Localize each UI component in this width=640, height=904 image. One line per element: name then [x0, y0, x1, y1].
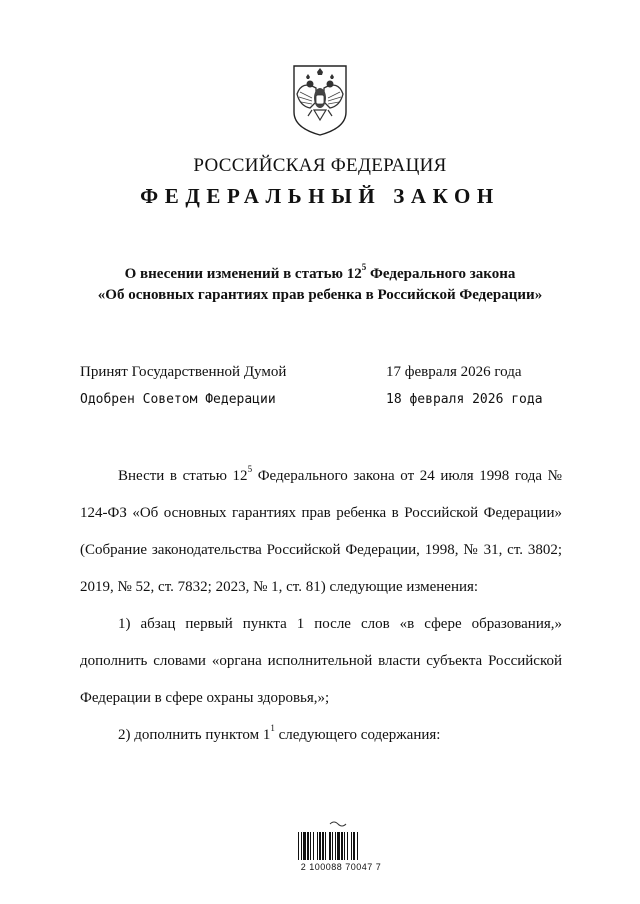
coat-of-arms-icon	[288, 62, 352, 138]
item-2-text: 2) дополнить пунктом 1	[118, 727, 271, 743]
barcode-digits: 2 100088 70047 7	[300, 862, 382, 872]
duma-adoption-date: 17 февраля 2026 года	[386, 364, 522, 380]
barcode-bar	[313, 832, 314, 860]
barcode-bar	[325, 832, 326, 860]
item-2-paragraph	[80, 717, 562, 754]
article-superscript: 5	[361, 262, 367, 272]
barcode-bar	[344, 832, 345, 860]
barcode-bar	[301, 832, 302, 860]
law-title-line-1	[0, 264, 640, 285]
item-2-text-end: следующего содержания:	[274, 727, 441, 743]
law-title-text: О внесении изменений в статью 12	[124, 266, 362, 282]
law-title-line-2: «Об основных гарантиях прав ребенка в Российской Федерации»	[97, 287, 543, 303]
duma-adoption-label: Принят Государственной Думой	[80, 364, 287, 380]
barcode-bar	[332, 832, 333, 860]
barcode-bar	[337, 832, 340, 860]
barcode-bar	[353, 832, 355, 860]
barcode-bar	[351, 832, 352, 860]
barcode-bar	[310, 832, 311, 860]
council-approval-label: Одобрен Советом Федерации	[80, 392, 276, 407]
intro-paragraph	[80, 458, 562, 606]
barcode-bar	[298, 832, 299, 860]
barcode-bar	[319, 832, 321, 860]
barcode-bar	[317, 832, 318, 860]
barcode-bar	[341, 832, 343, 860]
intro-text-rest: Федерального закона от 24 июля 1998 года № 124-ФЗ «Об основных гарантиях прав ребенка в Российской Федерации» (Собрание законодательства Российской Федерации, 1998, № 31, ст. 3802; 2019, № 52, ст. 7832; 2023, № 1, ст. 81) следующие изменения:	[80, 468, 562, 595]
council-approval-date: 18 февраля 2026 года	[386, 392, 543, 407]
item-2-superscript: 1	[270, 723, 275, 733]
intro-superscript: 5	[247, 464, 253, 474]
body-text	[80, 458, 562, 754]
intro-text: Внести в статью 12	[118, 468, 248, 484]
item-1-paragraph: 1) абзац первый пункта 1 после слов «в сфере образования,» дополнить словами «органа исполнительной власти субъекта Российской Федерации в сфере охраны здоровья,»;	[80, 616, 562, 706]
country-name: РОССИЙСКАЯ ФЕДЕРАЦИЯ	[193, 155, 447, 176]
barcode-bar	[357, 832, 358, 860]
signature-mark	[330, 822, 346, 826]
barcode-bar	[322, 832, 324, 860]
barcode-bar	[335, 832, 336, 860]
barcode-bar	[329, 832, 331, 860]
law-title-text-end: Федерального закона	[366, 266, 516, 282]
law-title	[0, 264, 640, 306]
barcode-bar	[347, 832, 348, 860]
document-type-heading: ФЕДЕРАЛЬНЫЙ ЗАКОН	[140, 184, 500, 208]
barcode-bar	[307, 832, 309, 860]
barcode-bar	[303, 832, 306, 860]
